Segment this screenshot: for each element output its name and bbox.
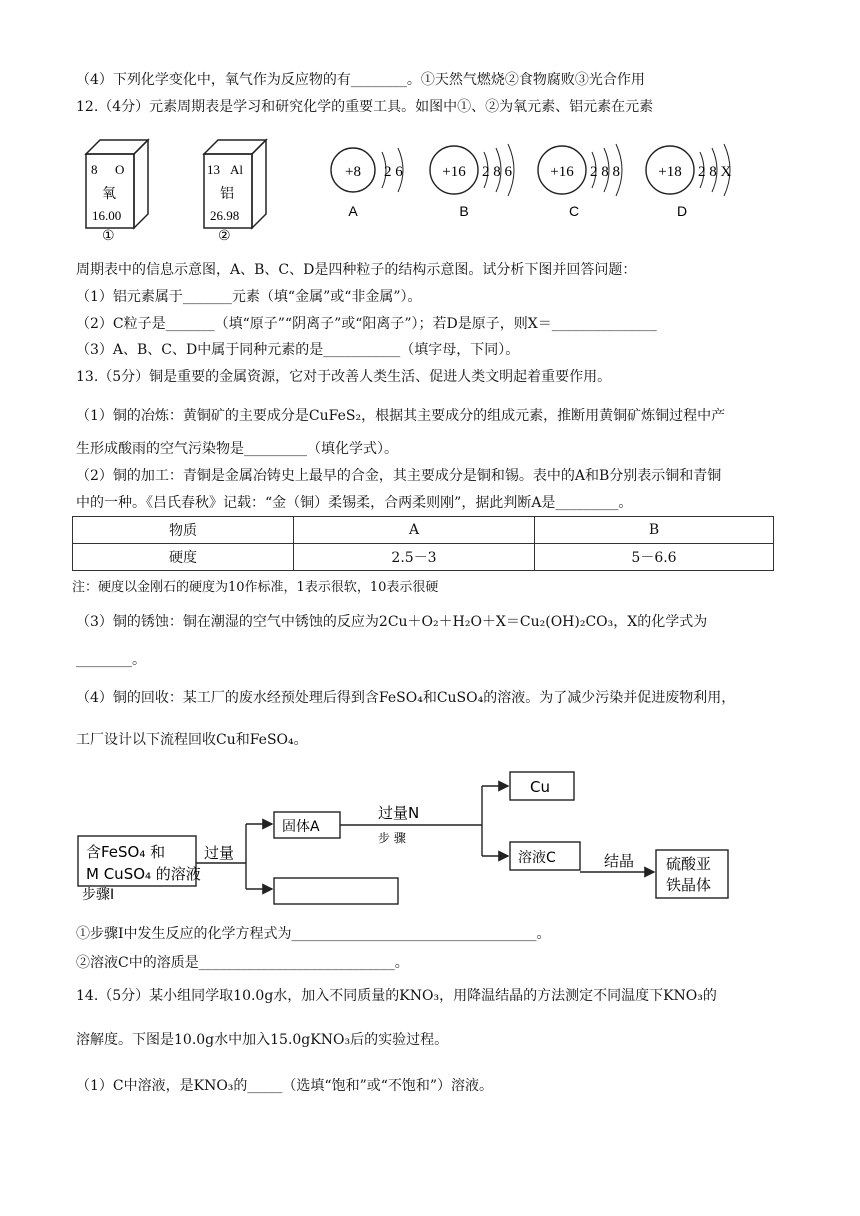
q12-continuation: 周期表中的信息示意图，A、B、C、D是四种粒子的结构示意图。试分析下图并回答问题：	[76, 262, 637, 278]
q12-part3: （3）A、B、C、D中属于同种元素的是___________（填字母，下同）。	[76, 342, 520, 358]
svg-text:A: A	[348, 203, 358, 219]
table-cell: 2.5－3	[294, 544, 535, 571]
svg-text:+16: +16	[550, 164, 574, 180]
svg-text:B: B	[459, 203, 469, 219]
svg-text:+18: +18	[658, 164, 682, 180]
particle-b	[430, 144, 514, 219]
step-label: 步 骤	[378, 831, 406, 845]
table-header-row	[73, 517, 774, 544]
q14-part1: （1）C中溶液，是KNO₃的_____（选填“饱和”或“不饱和”）溶液。	[76, 1078, 494, 1094]
step1-label: 步骤I	[82, 887, 115, 903]
particle-a	[331, 148, 403, 219]
recovery-flow-diagram	[76, 766, 736, 916]
q13-part1-b: 生形成酸雨的空气污染物是_________（填化学式）。	[76, 441, 398, 457]
empty-box	[274, 878, 398, 904]
q13-heading: 13.（5分）铜是重要的金属资源，它对于改善人类生活、促进人类文明起着重要作用。	[76, 369, 612, 385]
particle-d	[646, 144, 732, 219]
step1-equation: ①步骤I中发生反应的化学方程式为___________________________________。	[76, 926, 551, 942]
product-line-2: 铁晶体	[666, 876, 712, 894]
card-mass: 26.98	[210, 208, 240, 223]
cu-label: Cu	[530, 778, 550, 796]
solid-a-label: 固体A	[282, 819, 320, 835]
crystallize-label: 结晶	[604, 852, 635, 870]
card-number: 13	[207, 162, 220, 177]
step2-solute: ②溶液C中的溶质是____________________________。	[76, 955, 409, 971]
q13-part2-b: 中的一种。《吕氏春秋》记载：“金（铜）柔锡柔，合两柔则刚”，据此判断A是_________。	[76, 495, 633, 511]
q13-part3-a: （3）铜的锈蚀：铜在潮湿的空气中锈蚀的反应为2Cu＋O₂＋H₂O＋X＝Cu₂(OH)₂CO₃，X的化学式为	[76, 614, 708, 630]
svg-text:2 8 8: 2 8 8	[590, 164, 620, 180]
table-row	[73, 544, 774, 571]
table-cell: 5－6.6	[535, 544, 774, 571]
svg-text:C: C	[568, 203, 580, 219]
svg-text:+8: +8	[345, 164, 361, 180]
card-symbol: Al	[230, 162, 243, 177]
card-mark: ②	[218, 228, 231, 242]
svg-text:2 6: 2 6	[384, 164, 403, 180]
start-line-2: M CuSO₄ 的溶液	[86, 865, 201, 883]
table-note: 注：硬度以金刚石的硬度为10作标准，1表示很软，10表示很硬	[72, 580, 439, 595]
card-name: 铝	[220, 186, 234, 202]
q14-heading-b: 溶解度。下图是10.0g水中加入15.0gKNO₃后的实验过程。	[76, 1032, 449, 1048]
q13-part2-a: （2）铜的加工：青铜是金属冶铸史上最早的合金，其主要成分是铜和锡。表中的A和B分别表示铜和青铜	[76, 468, 722, 484]
q13-part4-a: （4）铜的回收：某工厂的废水经预处理后得到含FeSO₄和CuSO₄的溶液。为了减少污染并促进废物利用，	[76, 690, 736, 706]
svg-text:D: D	[676, 203, 688, 219]
q13-part3-b: ________。	[76, 652, 146, 668]
particle-c	[538, 144, 622, 219]
svg-text:2 8 6: 2 8 6	[482, 164, 512, 180]
q13-part4-b: 工厂设计以下流程回收Cu和FeSO₄。	[76, 732, 308, 748]
product-line-1: 硫酸亚	[666, 855, 712, 873]
table-header: B	[535, 517, 774, 544]
start-line-1: 含FeSO₄ 和	[86, 843, 166, 861]
table-header: 物质	[73, 517, 294, 544]
card-symbol: O	[115, 162, 125, 177]
element-card-aluminium	[204, 140, 266, 242]
card-name: 氧	[102, 186, 116, 202]
card-mark: ①	[102, 228, 115, 242]
q12-part2: （2）C粒子是_______（填“原子”“阴离子”或“阳离子”）；若D是原子，则X＝_______________	[76, 316, 657, 332]
svg-text:2 8 X: 2 8 X	[698, 164, 732, 180]
excess-n-label: 过量N	[378, 804, 420, 822]
excess-label: 过量	[204, 844, 235, 862]
card-mass: 16.00	[92, 208, 122, 223]
element-cards-figure	[78, 132, 278, 242]
particle-diagrams	[326, 138, 746, 228]
q12-part1: （1）铝元素属于_______元素（填“金属”或“非金属”）。	[76, 289, 422, 305]
q11-part4: （4）下列化学变化中，氧气作为反应物的有________。①天然气燃烧②食物腐败③光合作用	[76, 72, 645, 88]
q13-part1-a: （1）铜的冶炼：黄铜矿的主要成分是CuFeS₂，根据其主要成分的组成元素，推断用黄铜矿炼铜过程中产	[76, 408, 726, 424]
solution-c-label: 溶液C	[518, 850, 556, 866]
element-card-oxygen	[86, 140, 148, 242]
table-cell: 硬度	[73, 544, 294, 571]
table-header: A	[294, 517, 535, 544]
q12-heading: 12.（4分）元素周期表是学习和研究化学的重要工具。如图中①、②为氧元素、铝元素在元素	[76, 99, 654, 115]
q14-heading-a: 14.（5分）某小组同学取10.0g水，加入不同质量的KNO₃，用降温结晶的方法测定不同温度下KNO₃的	[76, 988, 717, 1004]
card-number: 8	[91, 162, 98, 177]
hardness-table	[72, 516, 774, 571]
svg-text:+16: +16	[442, 164, 466, 180]
